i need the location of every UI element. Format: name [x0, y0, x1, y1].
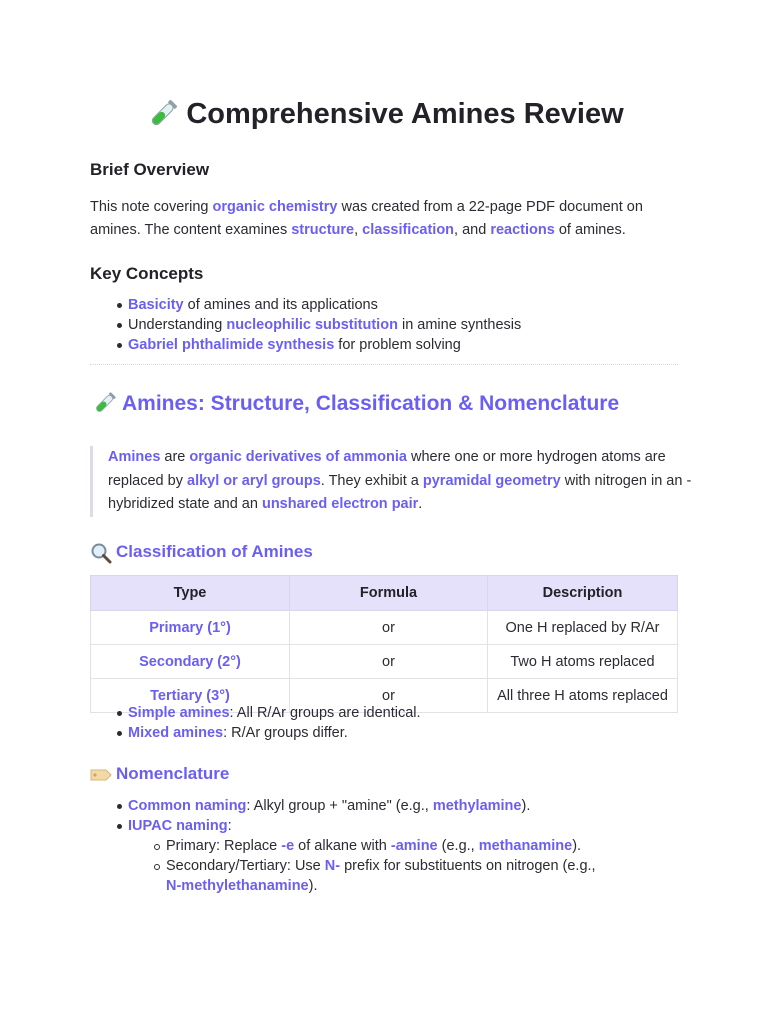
link-methanamine[interactable]: methanamine	[478, 838, 573, 854]
link-mixed-amines[interactable]: Mixed amines	[128, 725, 224, 741]
link-classification[interactable]: classification	[362, 222, 455, 238]
item-text: prefix for substituents on nitrogen (e.g.,	[340, 858, 596, 874]
key-concepts-heading: Key Concepts	[90, 264, 204, 283]
link-pyramidal-geometry[interactable]: pyramidal geometry	[422, 472, 561, 489]
link-organic-derivatives[interactable]: organic derivatives of ammonia	[189, 449, 407, 465]
type-cell[interactable]: Tertiary (3°)	[91, 679, 290, 713]
description-cell: All three H atoms replaced	[488, 679, 678, 713]
list-item	[128, 723, 421, 743]
list-item	[128, 816, 606, 896]
label-tag-icon	[90, 767, 112, 783]
link-n-prefix[interactable]: N-	[324, 858, 341, 874]
quote-text: with nitrogen in an -hybridized state and an	[108, 472, 692, 512]
section-heading-text: Amines: Structure, Classification & Nomenclature	[122, 392, 620, 415]
amine-types-list	[90, 703, 421, 743]
overview-text: was created from a 22-page PDF document on amines. The content examines	[90, 199, 643, 238]
item-text: of alkane with	[294, 838, 391, 854]
type-cell[interactable]: Primary (1°)	[91, 611, 290, 645]
item-text: Secondary/Tertiary: Use	[166, 858, 325, 874]
type-cell[interactable]: Secondary (2°)	[91, 645, 290, 679]
key-concepts-list	[90, 295, 521, 355]
list-item	[166, 836, 606, 856]
table-row	[91, 611, 678, 645]
quote-text: are	[160, 449, 190, 465]
classification-heading	[90, 540, 313, 564]
item-text: Understanding	[128, 317, 227, 333]
description-cell: Two H atoms replaced	[488, 645, 678, 679]
test-tube-icon	[144, 97, 180, 133]
quote-text: . They exhibit a	[320, 472, 423, 489]
item-text: ).	[521, 798, 531, 814]
list-item	[128, 796, 606, 816]
list-item	[128, 335, 521, 355]
quote-text: where one or more hydrogen atoms are replaced by	[108, 449, 666, 489]
formula-cell: or	[290, 679, 488, 713]
link-unshared-electron-pair[interactable]: unshared electron pair	[261, 496, 419, 512]
link-n-methylethanamine[interactable]: N-methylethanamine	[166, 878, 309, 894]
link-amines[interactable]: Amines	[108, 449, 161, 465]
link-simple-amines[interactable]: Simple amines	[128, 705, 230, 721]
formula-cell: or	[290, 611, 488, 645]
test-tube-icon	[90, 390, 118, 418]
overview-text: , and	[454, 222, 491, 238]
link-nucleophilic-substitution[interactable]: nucleophilic substitution	[226, 317, 398, 333]
magnifier-icon	[90, 542, 112, 564]
item-text: in amine synthesis	[397, 317, 522, 333]
nomenclature-heading	[90, 762, 229, 786]
item-text: (e.g.,	[437, 838, 479, 854]
link-structure[interactable]: structure	[291, 222, 355, 238]
overview-text: ,	[354, 222, 363, 238]
overview-paragraph	[90, 196, 680, 242]
link-reactions[interactable]: reactions	[490, 222, 555, 238]
item-text: : R/Ar groups differ.	[223, 725, 348, 741]
column-header: Description	[488, 576, 678, 611]
table-header-row	[91, 576, 678, 611]
list-item	[128, 703, 421, 723]
classification-heading-text: Classification of Amines	[116, 542, 313, 561]
link-gabriel-synthesis[interactable]: Gabriel phthalimide synthesis	[128, 337, 335, 353]
item-text: ).	[572, 838, 582, 854]
column-header: Type	[91, 576, 290, 611]
description-cell: One H replaced by R/Ar	[488, 611, 678, 645]
title-text: Comprehensive Amines Review	[186, 98, 624, 130]
page-title	[0, 94, 768, 134]
link-methylamine[interactable]: methylamine	[432, 798, 522, 814]
item-text: :	[227, 818, 232, 834]
link-iupac-naming[interactable]: IUPAC naming	[128, 818, 228, 834]
list-item	[166, 856, 606, 896]
overview-heading: Brief Overview	[90, 160, 210, 179]
divider	[90, 364, 678, 365]
nomenclature-heading-text: Nomenclature	[116, 764, 230, 783]
item-text: Primary: Replace	[166, 838, 282, 854]
item-text: of amines and its applications	[183, 297, 378, 313]
link-suffix-e[interactable]: -e	[281, 838, 295, 854]
item-text: : Alkyl group + "amine" (e.g.,	[246, 798, 433, 814]
link-alkyl-aryl-groups[interactable]: alkyl or aryl groups	[187, 472, 321, 489]
overview-text: This note covering	[90, 199, 213, 215]
overview-text: of amines.	[554, 222, 626, 238]
nomenclature-list	[90, 796, 606, 896]
item-text: : All R/Ar groups are identical.	[229, 705, 421, 721]
column-header: Formula	[290, 576, 488, 611]
formula-cell: or	[290, 645, 488, 679]
section-heading	[90, 388, 619, 420]
iupac-sublist	[128, 836, 606, 896]
list-item	[128, 295, 521, 315]
classification-table	[90, 575, 678, 713]
link-basicity[interactable]: Basicity	[128, 297, 184, 313]
link-organic-chemistry[interactable]: organic chemistry	[212, 199, 338, 215]
link-common-naming[interactable]: Common naming	[128, 798, 247, 814]
list-item	[128, 315, 521, 335]
definition-quote	[90, 446, 693, 517]
table-row	[91, 645, 678, 679]
link-suffix-amine[interactable]: -amine	[390, 838, 438, 854]
quote-text: .	[418, 496, 423, 512]
item-text: for problem solving	[334, 337, 461, 353]
item-text: ).	[308, 878, 318, 894]
